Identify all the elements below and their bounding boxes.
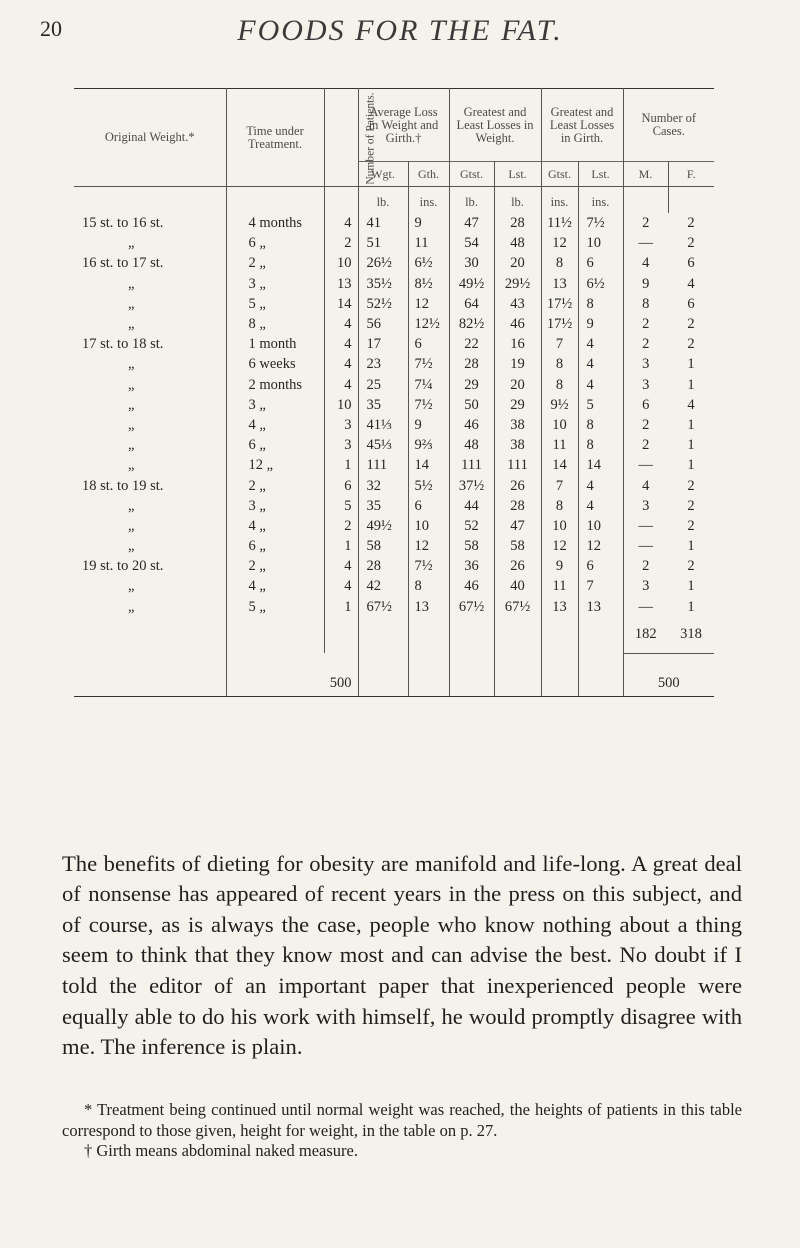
cell-n: 5 xyxy=(324,496,358,516)
cell-lg: 4 xyxy=(578,496,623,516)
cell-gw: 36 xyxy=(449,556,494,576)
cell-time: 4 „ xyxy=(226,516,324,536)
cell-n: 4 xyxy=(324,213,358,233)
cell-gg: 12 xyxy=(541,536,578,556)
cell-m: 4 xyxy=(642,255,650,272)
cell-time: 4 „ xyxy=(226,415,324,435)
header-gtst: Gtst. xyxy=(449,162,494,187)
cell-gth: 9 xyxy=(408,213,449,233)
cell-lg: 14 xyxy=(578,455,623,475)
cell-wgt: 23 xyxy=(358,354,408,374)
cell-orig: 15 st. to 16 st. xyxy=(74,213,226,233)
cell-gg: 13 xyxy=(541,274,578,294)
cell-wgt: 52½ xyxy=(358,294,408,314)
header-gtst-girth: Gtst. xyxy=(541,162,578,187)
cell-time: 2 „ xyxy=(226,556,324,576)
cell-lg: 10 xyxy=(578,516,623,536)
cell-lw: 67½ xyxy=(494,597,541,617)
cell-wgt: 49½ xyxy=(358,516,408,536)
cell-time: 3 „ xyxy=(226,395,324,415)
cell-n: 4 xyxy=(324,375,358,395)
cell-lw: 16 xyxy=(494,334,541,354)
cell-lw: 38 xyxy=(494,435,541,455)
cell-f: 1 xyxy=(687,578,695,595)
cell-gg: 7 xyxy=(541,334,578,354)
cell-gg: 11½ xyxy=(541,213,578,233)
cell-n: 10 xyxy=(324,395,358,415)
cell-gw: 54 xyxy=(449,233,494,253)
cell-n: 1 xyxy=(324,455,358,475)
cell-time: 2 „ xyxy=(226,253,324,273)
cell-time: 12 „ xyxy=(226,455,324,475)
header-greatest-least-girth: Greatest and Least Losses in Girth. xyxy=(541,89,623,162)
cell-lg: 5 xyxy=(578,395,623,415)
cell-gth: 8½ xyxy=(408,274,449,294)
cell-gth: 7½ xyxy=(408,354,449,374)
cell-n: 4 xyxy=(324,314,358,334)
cell-lg: 6 xyxy=(578,253,623,273)
header-lst: Lst. xyxy=(494,162,541,187)
cell-orig: „ xyxy=(74,415,226,435)
cell-gw: 30 xyxy=(449,253,494,273)
cell-time: 6 „ xyxy=(226,536,324,556)
units-row xyxy=(74,187,774,214)
cell-lg: 6½ xyxy=(578,274,623,294)
cell-time: 6 „ xyxy=(226,435,324,455)
cell-lw: 26 xyxy=(494,556,541,576)
cell-n: 10 xyxy=(324,253,358,273)
cell-gw: 111 xyxy=(449,455,494,475)
cell-gw: 46 xyxy=(449,576,494,596)
cell-gth: 13 xyxy=(408,597,449,617)
cell-gg: 17½ xyxy=(541,294,578,314)
table-row xyxy=(74,536,774,556)
cell-lw: 19 xyxy=(494,354,541,374)
body-paragraph: The benefits of dieting for obesity are manifold and life-long. A great deal of nonsense has appeared of recent years in the press on this subject, and of course, as is always the case, people who know nothing about a thing seem to think that they know most and can advise the best. No doubt if I told the editor of an important paper that inexperienced people were equally able to do his work with himself, he would promptly disagree with me. The inference is plain. xyxy=(62,850,742,1060)
table-row xyxy=(74,475,774,495)
cell-m: 6 xyxy=(642,396,650,413)
header-number-of-patients-label: Number of Patients. xyxy=(364,91,377,185)
cell-gw: 28 xyxy=(449,354,494,374)
cell-f: 1 xyxy=(687,538,695,555)
cell-n: 4 xyxy=(324,334,358,354)
total-female: 318 xyxy=(680,626,702,643)
table-row xyxy=(74,597,774,617)
cell-f: 1 xyxy=(687,598,695,615)
cell-gth: 10 xyxy=(408,516,449,536)
cell-lg: 4 xyxy=(578,375,623,395)
cell-n: 4 xyxy=(324,556,358,576)
cell-wgt: 25 xyxy=(358,375,408,395)
cell-gth: 7½ xyxy=(408,395,449,415)
cell-gw: 49½ xyxy=(449,274,494,294)
cell-lw: 29 xyxy=(494,395,541,415)
cell-time: 4 „ xyxy=(226,576,324,596)
cell-gg: 9 xyxy=(541,556,578,576)
cell-m: 2 xyxy=(642,215,650,232)
cell-lw: 20 xyxy=(494,375,541,395)
cell-gw: 52 xyxy=(449,516,494,536)
cell-m: 2 xyxy=(642,416,650,433)
cell-lw: 46 xyxy=(494,314,541,334)
cell-gg: 10 xyxy=(541,415,578,435)
cell-lw: 48 xyxy=(494,233,541,253)
cell-lw: 111 xyxy=(494,455,541,475)
cell-n: 3 xyxy=(324,415,358,435)
cell-gth: 6½ xyxy=(408,253,449,273)
cell-orig: „ xyxy=(74,395,226,415)
cell-gg: 8 xyxy=(541,253,578,273)
cell-time: 6 „ xyxy=(226,233,324,253)
cell-f: 2 xyxy=(687,517,695,534)
cell-lg: 4 xyxy=(578,354,623,374)
cell-m: 3 xyxy=(642,497,650,514)
cell-gth: 11 xyxy=(408,233,449,253)
cell-lw: 28 xyxy=(494,496,541,516)
cell-wgt: 67½ xyxy=(358,597,408,617)
header-original-weight: Original Weight.* xyxy=(74,89,226,187)
cell-f: 1 xyxy=(687,457,695,474)
header-greatest-least-weight: Greatest and Least Losses in Weight. xyxy=(449,89,541,162)
cell-gth: 9⅔ xyxy=(408,435,449,455)
cell-lw: 58 xyxy=(494,536,541,556)
cell-wgt: 51 xyxy=(358,233,408,253)
cell-gth: 14 xyxy=(408,455,449,475)
cell-time: 5 „ xyxy=(226,294,324,314)
table-row xyxy=(74,253,774,273)
table-row xyxy=(74,435,774,455)
cell-time: 5 „ xyxy=(226,597,324,617)
cell-time: 2 months xyxy=(226,375,324,395)
cell-orig: „ xyxy=(74,455,226,475)
table-row xyxy=(74,576,774,596)
cell-m: 4 xyxy=(642,477,650,494)
cell-lg: 7 xyxy=(578,576,623,596)
cell-orig: „ xyxy=(74,354,226,374)
footnote-girth: † Girth means abdominal naked measure. xyxy=(84,1141,358,1160)
cell-m: — xyxy=(638,457,654,474)
header-time-under-treatment: Time under Treatment. xyxy=(226,89,324,187)
cell-m: 3 xyxy=(642,356,650,373)
cell-gg: 8 xyxy=(541,375,578,395)
cell-gg: 11 xyxy=(541,576,578,596)
cell-gth: 7½ xyxy=(408,556,449,576)
cell-f: 1 xyxy=(687,356,695,373)
cell-gw: 82½ xyxy=(449,314,494,334)
cell-n: 4 xyxy=(324,576,358,596)
cell-orig: „ xyxy=(74,536,226,556)
table-row xyxy=(74,314,774,334)
cell-lw: 47 xyxy=(494,516,541,536)
table-row xyxy=(74,213,774,233)
cell-gw: 47 xyxy=(449,213,494,233)
cell-f: 6 xyxy=(687,255,695,272)
cell-gw: 67½ xyxy=(449,597,494,617)
cell-orig: „ xyxy=(74,496,226,516)
page-number: 20 xyxy=(40,16,62,41)
cell-f: 4 xyxy=(687,396,695,413)
cell-time: 2 „ xyxy=(226,475,324,495)
total-cases: 500 xyxy=(623,653,714,696)
table-row xyxy=(74,294,774,314)
cell-m: 2 xyxy=(642,558,650,575)
cell-wgt: 56 xyxy=(358,314,408,334)
cell-f: 2 xyxy=(687,316,695,333)
cell-f: 2 xyxy=(687,558,695,575)
cell-gth: 6 xyxy=(408,334,449,354)
cell-time: 6 weeks xyxy=(226,354,324,374)
table-row xyxy=(74,375,774,395)
cell-orig: „ xyxy=(74,314,226,334)
unit-gtst-girth: ins. xyxy=(541,187,578,214)
cell-f: 2 xyxy=(687,336,695,353)
cell-orig: „ xyxy=(74,576,226,596)
table-row xyxy=(74,395,774,415)
header-number-of-cases: Number of Cases. xyxy=(623,89,714,162)
cell-gg: 13 xyxy=(541,597,578,617)
cell-gth: 8 xyxy=(408,576,449,596)
cell-gg: 12 xyxy=(541,233,578,253)
cell-gth: 12 xyxy=(408,536,449,556)
cell-lg: 8 xyxy=(578,294,623,314)
cell-m: 9 xyxy=(642,275,650,292)
header-number-of-patients xyxy=(324,89,377,187)
cell-gg: 11 xyxy=(541,435,578,455)
cell-time: 3 „ xyxy=(226,274,324,294)
table-row xyxy=(74,516,774,536)
cell-gg: 8 xyxy=(541,354,578,374)
cell-lg: 4 xyxy=(578,475,623,495)
cell-wgt: 35½ xyxy=(358,274,408,294)
cell-gw: 64 xyxy=(449,294,494,314)
cell-lw: 28 xyxy=(494,213,541,233)
cell-wgt: 35 xyxy=(358,496,408,516)
cell-lw: 38 xyxy=(494,415,541,435)
cell-gw: 44 xyxy=(449,496,494,516)
cell-lg: 12 xyxy=(578,536,623,556)
cell-orig: „ xyxy=(74,435,226,455)
cell-time: 8 „ xyxy=(226,314,324,334)
cell-orig: „ xyxy=(74,375,226,395)
cell-gth: 7¼ xyxy=(408,375,449,395)
cell-gg: 8 xyxy=(541,496,578,516)
unit-lst: lb. xyxy=(494,187,541,214)
cell-wgt: 42 xyxy=(358,576,408,596)
cell-f: 6 xyxy=(687,295,695,312)
total-patients: 500 xyxy=(226,653,358,696)
cell-orig: 17 st. to 18 st. xyxy=(74,334,226,354)
cell-time: 4 months xyxy=(226,213,324,233)
cell-m: — xyxy=(638,517,654,534)
cell-wgt: 111 xyxy=(358,455,408,475)
cell-f: 1 xyxy=(687,376,695,393)
header-wgt: Wgt. xyxy=(358,162,408,187)
cell-n: 6 xyxy=(324,475,358,495)
cell-n: 1 xyxy=(324,597,358,617)
cell-gth: 9 xyxy=(408,415,449,435)
cell-m: — xyxy=(638,235,654,252)
cell-wgt: 41⅓ xyxy=(358,415,408,435)
cell-m: 8 xyxy=(642,295,650,312)
footnotes xyxy=(62,1100,742,1162)
cell-gw: 29 xyxy=(449,375,494,395)
cell-lw: 26 xyxy=(494,475,541,495)
cell-orig: „ xyxy=(74,233,226,253)
unit-gth: ins. xyxy=(408,187,449,214)
cell-n: 4 xyxy=(324,354,358,374)
cell-gw: 58 xyxy=(449,536,494,556)
cell-orig: 19 st. to 20 st. xyxy=(74,556,226,576)
cell-wgt: 58 xyxy=(358,536,408,556)
table-row xyxy=(74,233,774,253)
cell-wgt: 28 xyxy=(358,556,408,576)
cell-lg: 7½ xyxy=(578,213,623,233)
cell-lg: 4 xyxy=(578,334,623,354)
cell-wgt: 41 xyxy=(358,213,408,233)
cell-lg: 6 xyxy=(578,556,623,576)
cell-orig: „ xyxy=(74,294,226,314)
total-male: 182 xyxy=(634,626,657,643)
cell-gth: 5½ xyxy=(408,475,449,495)
cell-orig: „ xyxy=(74,516,226,536)
cell-f: 1 xyxy=(687,437,695,454)
cell-gw: 46 xyxy=(449,415,494,435)
cell-f: 2 xyxy=(687,215,695,232)
header-gth: Gth. xyxy=(408,162,449,187)
cell-wgt: 17 xyxy=(358,334,408,354)
cell-gth: 6 xyxy=(408,496,449,516)
table-row xyxy=(74,354,774,374)
cell-gw: 37½ xyxy=(449,475,494,495)
cell-m: 2 xyxy=(642,437,650,454)
table-row xyxy=(74,334,774,354)
cell-m: 2 xyxy=(642,316,650,333)
cell-gg: 9½ xyxy=(541,395,578,415)
cell-orig: 16 st. to 17 st. xyxy=(74,253,226,273)
cell-gth: 12½ xyxy=(408,314,449,334)
cell-lw: 20 xyxy=(494,253,541,273)
cell-n: 3 xyxy=(324,435,358,455)
total-row xyxy=(74,653,774,696)
table-row xyxy=(74,415,774,435)
cell-lg: 8 xyxy=(578,435,623,455)
cell-lg: 8 xyxy=(578,415,623,435)
cell-f: 2 xyxy=(687,477,695,494)
sum-row xyxy=(74,617,774,654)
cell-orig: „ xyxy=(74,274,226,294)
cell-time: 3 „ xyxy=(226,496,324,516)
cell-time: 1 month xyxy=(226,334,324,354)
header-average-loss: Average Loss in Weight and Girth.† xyxy=(358,89,449,162)
cell-gg: 17½ xyxy=(541,314,578,334)
cell-gth: 12 xyxy=(408,294,449,314)
unit-lst-girth: ins. xyxy=(578,187,623,214)
page-header xyxy=(40,14,760,54)
cell-lw: 40 xyxy=(494,576,541,596)
cell-f: 2 xyxy=(687,497,695,514)
results-table xyxy=(74,88,774,697)
cell-m: 3 xyxy=(642,376,650,393)
header-m: M. xyxy=(623,162,668,187)
table-row xyxy=(74,496,774,516)
cell-n: 2 xyxy=(324,516,358,536)
cell-gg: 14 xyxy=(541,455,578,475)
cell-f: 1 xyxy=(687,416,695,433)
cell-gw: 50 xyxy=(449,395,494,415)
cell-lg: 9 xyxy=(578,314,623,334)
cell-wgt: 35 xyxy=(358,395,408,415)
cell-gw: 48 xyxy=(449,435,494,455)
cell-n: 1 xyxy=(324,536,358,556)
cell-n: 13 xyxy=(324,274,358,294)
cell-lw: 43 xyxy=(494,294,541,314)
cell-gw: 22 xyxy=(449,334,494,354)
cell-orig: „ xyxy=(74,597,226,617)
cell-m: — xyxy=(638,598,654,615)
cell-m: 2 xyxy=(642,336,650,353)
running-head: FOODS FOR THE FAT. xyxy=(237,14,563,47)
unit-gtst: lb. xyxy=(449,187,494,214)
cell-gg: 10 xyxy=(541,516,578,536)
table-body xyxy=(74,213,774,617)
cell-wgt: 45⅓ xyxy=(358,435,408,455)
cell-n: 2 xyxy=(324,233,358,253)
footnote-treatment: * Treatment being continued until normal weight was reached, the heights of patients in this table correspond to those given, height for weight, in the table on p. 27. xyxy=(62,1100,742,1140)
cell-wgt: 26½ xyxy=(358,253,408,273)
unit-wgt: lb. xyxy=(358,187,408,214)
cell-gg: 7 xyxy=(541,475,578,495)
header-f: F. xyxy=(668,162,714,187)
cell-lw: 29½ xyxy=(494,274,541,294)
cell-orig: 18 st. to 19 st. xyxy=(74,475,226,495)
table-row xyxy=(74,556,774,576)
cell-f: 4 xyxy=(687,275,695,292)
cell-m: 3 xyxy=(642,578,650,595)
cell-lg: 10 xyxy=(578,233,623,253)
table-row xyxy=(74,274,774,294)
cell-m: — xyxy=(638,538,654,555)
cell-wgt: 32 xyxy=(358,475,408,495)
cell-lg: 13 xyxy=(578,597,623,617)
table-row xyxy=(74,455,774,475)
cell-f: 2 xyxy=(687,235,695,252)
cell-n: 14 xyxy=(324,294,358,314)
header-lst-girth: Lst. xyxy=(578,162,623,187)
